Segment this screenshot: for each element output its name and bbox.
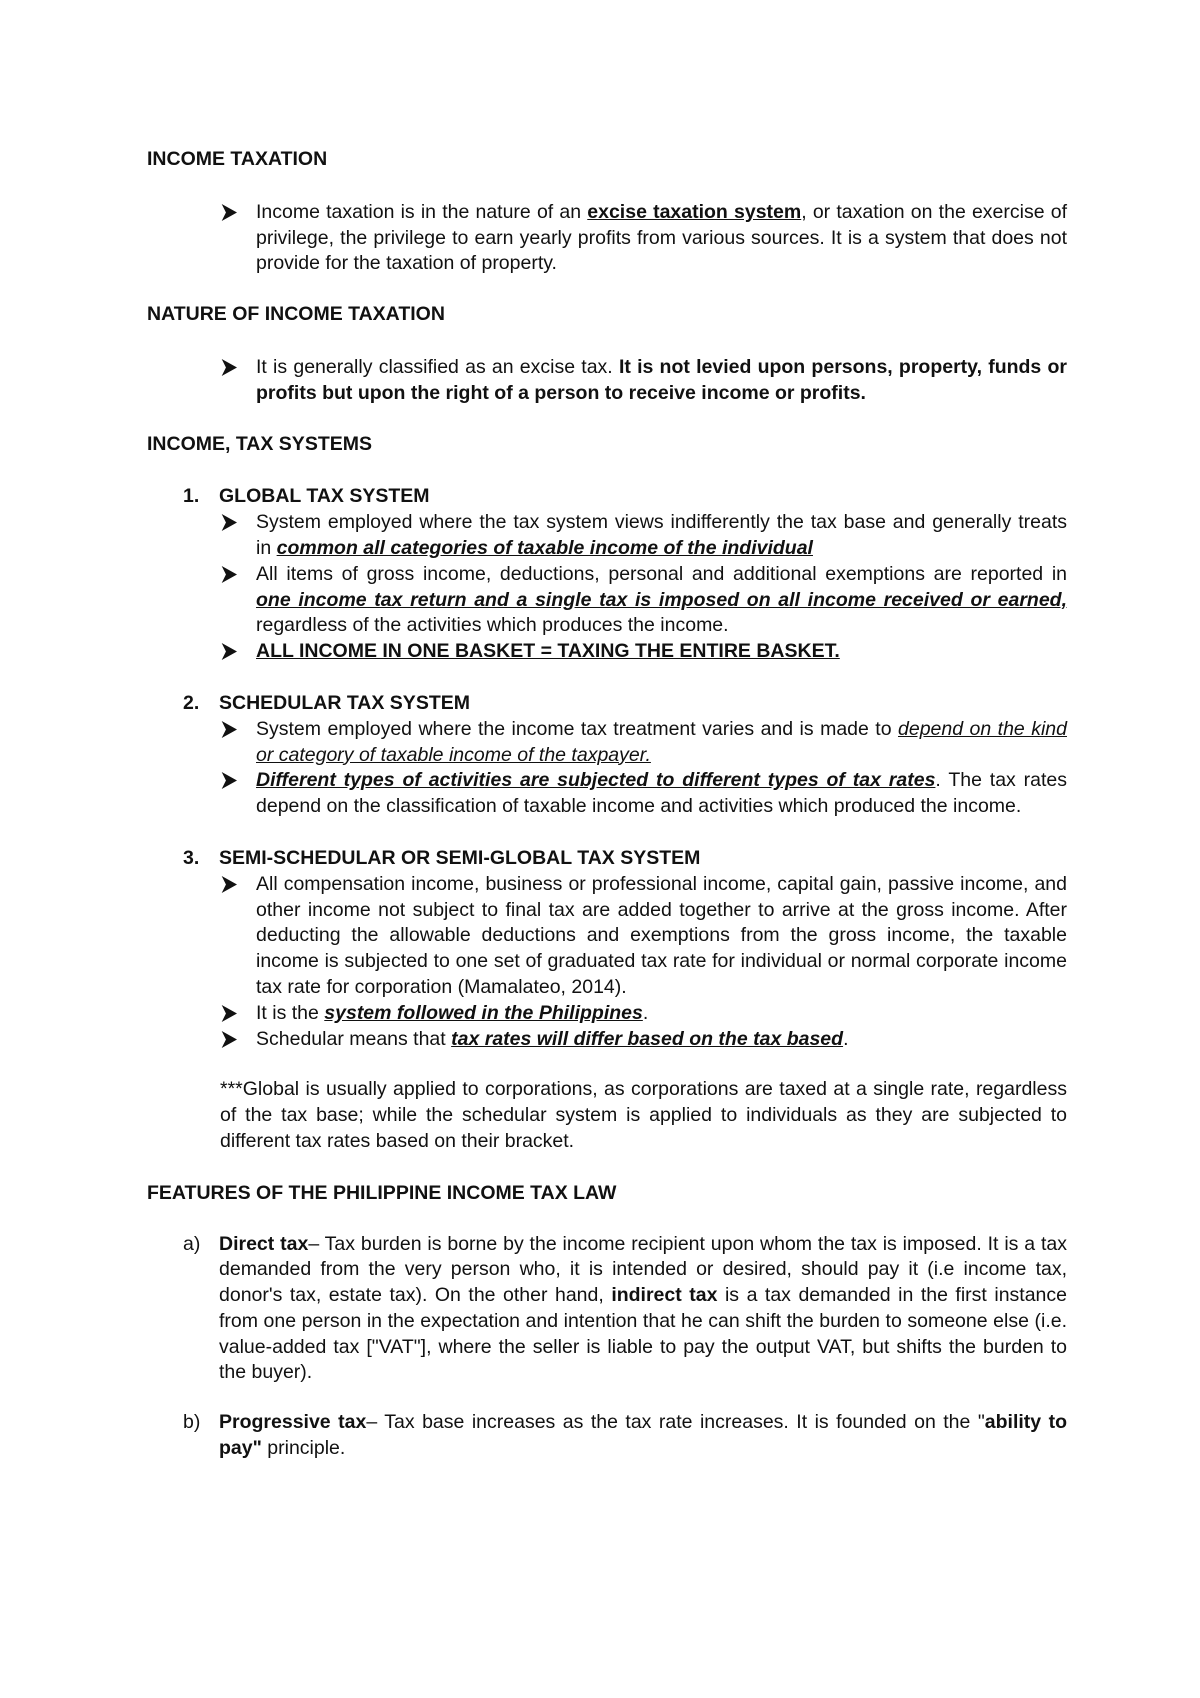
text: . [843, 1027, 849, 1050]
text: , or taxation on the exercise of privilege, the privilege to earn yearly profits from various sources. It is a system that does not provide for the taxation of property. [256, 200, 1068, 275]
emphasis: tax rates will differ based on the tax based [451, 1027, 844, 1050]
text: System employed where the income tax treatment varies and is made to [256, 717, 899, 740]
list-item [220, 1027, 1067, 1053]
text: It is the [256, 1001, 325, 1024]
emphasis: ability to pay" [219, 1411, 1067, 1460]
heading-income-taxation: INCOME TAXATION [147, 148, 328, 170]
emphasis: Progressive tax [219, 1411, 367, 1434]
emphasis: It is not levied upon persons, property, funds or profits but upon the right of a person to receive income or profits. [256, 355, 1067, 404]
note-paragraph: ***Global is usually applied to corporations, as corporations are taxed at a single rate, regardless of the tax base; while the schedular system is applied to individuals as they are subjected to different tax rates based on their bracket. [220, 1078, 1067, 1152]
list-item [220, 355, 1067, 407]
item-number: 2. [183, 691, 200, 714]
list-item [220, 872, 1067, 1001]
item-label: a) [183, 1232, 201, 1255]
emphasis: depend on the kind or category of taxable income of the taxpayer. [256, 717, 1067, 766]
global-bullets [220, 510, 1067, 665]
arrowhead-bullet-icon [220, 1005, 237, 1022]
nature-bullets [220, 355, 1067, 407]
emphasis: indirect tax [611, 1284, 718, 1307]
text: System employed where the tax system views indifferently the tax base and generally treats in [256, 511, 1067, 559]
item-title: GLOBAL TAX SYSTEM [219, 485, 430, 508]
text: – Tax burden is borne by the income recipient upon whom the tax is imposed. It is a tax demanded from the very person who, it is intended or desired, should pay it (i.e income tax, donor's tax, estate tax). On the other hand, [219, 1232, 1067, 1307]
numbered-heading-semi [183, 846, 1067, 872]
list-item [183, 1232, 1067, 1387]
numbered-heading-global [183, 484, 1067, 510]
emphasis: one income tax return and a single tax is imposed on all income received or earned, [256, 588, 1067, 611]
text: principle. [261, 1437, 346, 1460]
item-label: b) [183, 1411, 201, 1434]
arrowhead-bullet-icon [220, 643, 237, 660]
text: . [642, 1001, 649, 1024]
list-item [220, 639, 1067, 665]
arrowhead-bullet-icon [220, 359, 237, 376]
text: It is generally classified as an excise tax. [256, 355, 619, 378]
item-title: SEMI-SCHEDULAR OR SEMI-GLOBAL TAX SYSTEM [219, 846, 701, 869]
item-number: 1. [183, 485, 200, 508]
numbered-heading-schedular [183, 691, 1067, 717]
semi-bullets [220, 872, 1067, 1053]
text: All items of gross income, deductions, personal and additional exemptions are reported in [256, 562, 1067, 585]
emphasis: Direct tax [219, 1232, 309, 1255]
arrowhead-bullet-icon [220, 876, 237, 893]
text: All compensation income, business or professional income, capital gain, passive income, and other income not subject to final tax are added together to arrive at the gross income. After deducting the allowable deductions and exemptions from the gross income, the taxable income is subjected to one set of graduated tax rate for individual or normal corporate income tax rate for corporation (Mamalateo, 2014). [256, 872, 1067, 998]
emphasis: Different types of activities are subjected to different types of tax rates [256, 769, 936, 792]
arrowhead-bullet-icon [220, 1031, 237, 1048]
arrowhead-bullet-icon [220, 514, 237, 531]
list-item [220, 510, 1067, 562]
emphasis: ALL INCOME IN ONE BASKET = TAXING THE ENTIRE BASKET. [256, 640, 840, 663]
heading-tax-systems: INCOME, TAX SYSTEMS [147, 432, 372, 455]
text: Schedular means that [256, 1027, 452, 1050]
arrowhead-bullet-icon [220, 566, 237, 583]
text: is a tax demanded in the first instance from one person in the expectation and intention that he can shift the burden to someone else (i.e. value-added tax ["VAT"], where the seller is liable to pay the output VAT, but shifts the burden to the buyer). [219, 1284, 1067, 1384]
list-item [220, 562, 1067, 639]
text: – Tax base increases as the tax rate increases. It is founded on the " [366, 1411, 985, 1434]
schedular-bullets [220, 717, 1067, 820]
emphasis: common all categories of taxable income of the individual [276, 536, 813, 559]
list-item [183, 1410, 1067, 1462]
text: . The tax rates depend on the classification of taxable income and activities which produced the income. [256, 769, 1067, 818]
list-item [220, 1001, 1067, 1027]
list-item [220, 717, 1067, 769]
text: regardless of the activities which produces the income. [256, 614, 729, 637]
heading-nature: NATURE OF INCOME TAXATION [147, 303, 445, 326]
income-taxation-bullets [220, 200, 1067, 277]
arrowhead-bullet-icon [220, 721, 237, 738]
list-item [220, 200, 1067, 277]
item-title: SCHEDULAR TAX SYSTEM [219, 691, 470, 714]
text: Income taxation is in the nature of an [256, 200, 588, 223]
features-list [183, 1232, 1067, 1462]
list-item [220, 768, 1067, 820]
arrowhead-bullet-icon [220, 204, 237, 221]
item-number: 3. [183, 846, 200, 869]
emphasis: excise taxation system [587, 200, 802, 223]
arrowhead-bullet-icon [220, 772, 237, 789]
heading-features: FEATURES OF THE PHILIPPINE INCOME TAX LAW [147, 1181, 617, 1204]
emphasis: system followed in the Philippines [324, 1001, 643, 1024]
